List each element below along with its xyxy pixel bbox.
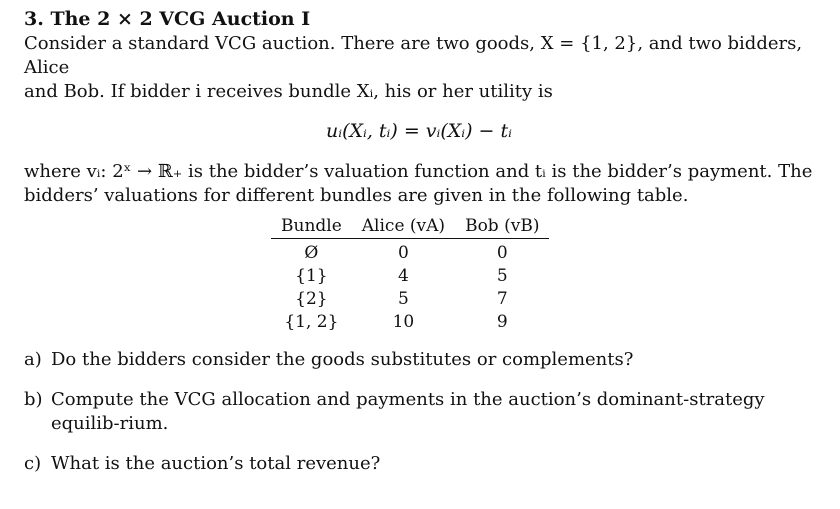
cell-alice: 0: [398, 243, 409, 263]
question-label: c): [24, 453, 42, 474]
question-text: Do the bidders consider the goods substitutes or complements?: [51, 349, 634, 370]
where-line-1: where vᵢ: 2ˣ → ℝ₊ is the bidder’s valuation function and tᵢ is the bidder’s payment. The: [24, 161, 813, 182]
cell-bundle: {2}: [295, 289, 328, 309]
cell-bob: 5: [496, 266, 508, 286]
cell-alice: 10: [392, 312, 415, 332]
document-page: [24, 6, 814, 492]
question-text: What is the auction’s total revenue?: [51, 453, 381, 474]
table-row: [271, 288, 549, 311]
cell-bob: 0: [496, 243, 508, 263]
table-header-row: [271, 214, 549, 239]
cell-bob: 9: [496, 312, 508, 332]
valuation-table: [271, 214, 549, 334]
question-list: [24, 348, 814, 476]
question-item: [24, 348, 814, 372]
table-row: [271, 311, 549, 334]
intro-line-1: Consider a standard VCG auction. There are two goods, X = {1, 2}, and two bidders, Alice: [24, 33, 803, 78]
question-item: [24, 452, 814, 476]
cell-bundle: Ø: [304, 243, 319, 263]
cell-bob: 7: [496, 289, 508, 309]
utility-equation: uᵢ(Xᵢ, tᵢ) = vᵢ(Xᵢ) − tᵢ: [326, 120, 512, 142]
question-label: a): [24, 349, 42, 370]
header-alice: Alice (vA): [352, 214, 455, 239]
table-row: [271, 265, 549, 288]
cell-bundle: {1, 2}: [284, 312, 339, 332]
question-item: [24, 388, 814, 436]
table-row: [271, 239, 549, 266]
header-bundle: Bundle: [271, 214, 352, 239]
cell-bundle: {1}: [295, 266, 328, 286]
where-line-2: bidders’ valuations for different bundles are given in the following table.: [24, 185, 689, 206]
cell-alice: 4: [398, 266, 409, 286]
question-text: Compute the VCG allocation and payments in the auction’s dominant-strategy equilib-rium.: [51, 389, 765, 434]
problem-title: 3. The 2 × 2 VCG Auction I: [24, 8, 311, 30]
header-bob: Bob (vB): [455, 214, 549, 239]
question-label: b): [24, 389, 43, 410]
intro-line-2: and Bob. If bidder i receives bundle Xᵢ, his or her utility is: [24, 81, 553, 102]
cell-alice: 5: [398, 289, 409, 309]
